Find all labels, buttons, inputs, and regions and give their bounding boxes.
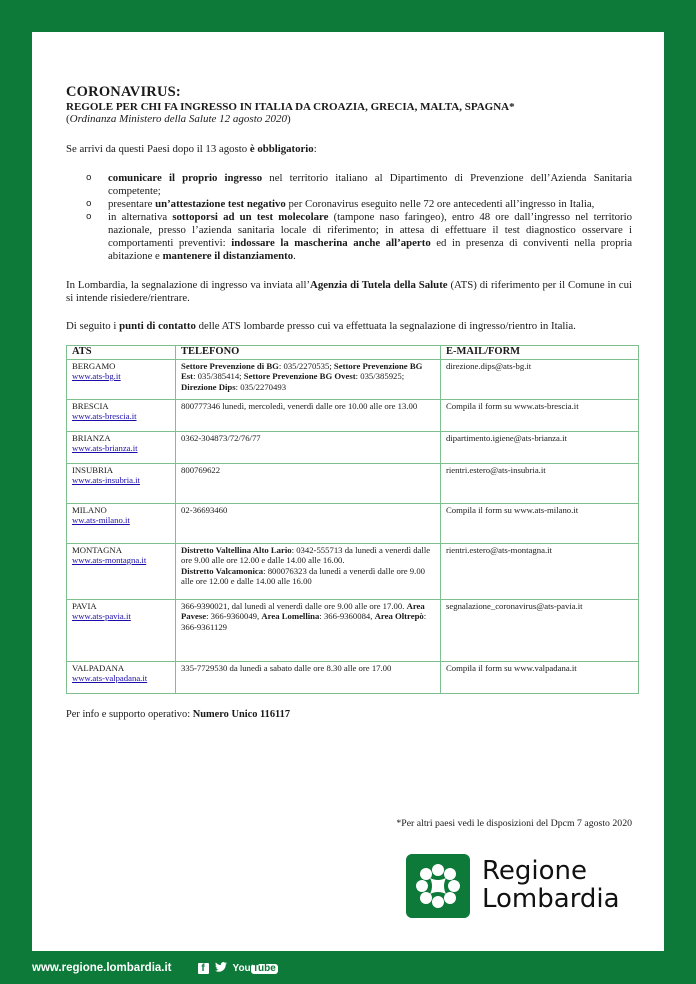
intro-end: : [313, 143, 317, 155]
email-cell[interactable]: Compila il form su www.ats-brescia.it [441, 399, 639, 431]
rule-text: presentare [108, 198, 156, 210]
table-row [67, 431, 639, 463]
youtube-icon[interactable] [233, 963, 278, 974]
telefono-text: : 366-9361129 [181, 611, 427, 632]
youtube-tube: Tube [252, 962, 276, 974]
youtube-you: You [232, 962, 251, 974]
ats-cell [67, 543, 176, 599]
email-cell[interactable]: rientri.estero@ats-insubria.it [441, 463, 639, 503]
telefono-cell [176, 463, 441, 503]
rule-bold: sottoporsi ad un test molecolare [172, 211, 329, 223]
table-row [67, 543, 639, 599]
rule-bold: indossare la mascherina anche all’aperto [231, 237, 431, 249]
rule-text: in alternativa [108, 211, 173, 223]
info-line [66, 708, 632, 721]
telefono-text: : 0342-555713 da lunedì a venerdì dalle ore 9.00 alle ore 12.00 e dalle 14.00 alle 16.00. [181, 544, 431, 565]
rule-item [66, 211, 632, 263]
contacts-table [66, 345, 639, 694]
document-page [32, 32, 664, 951]
rule-text: . [293, 250, 296, 262]
para-bold: Agenzia di Tutela della Salute [310, 279, 448, 291]
telefono-label: Settore Prevenzione BG Est [181, 360, 423, 381]
footer-bar [32, 960, 278, 976]
column-header-ats: ATS [67, 346, 176, 360]
document-title: CORONAVIRUS: [66, 84, 181, 100]
footer-url[interactable]: www.regione.lombardia.it [32, 962, 172, 974]
rule-text: nel territorio italiano al Dipartimento di Prevenzione dell’Azienda Sanitaria competente; [108, 172, 632, 197]
email-cell[interactable]: segnalazione_coronavirus@ats-pavia.it [441, 599, 639, 661]
telefono-text: 02-36693460 [181, 504, 228, 515]
telefono-cell [176, 359, 441, 399]
para-text: delle ATS lombarde presso cui va effettuata la segnalazione di ingresso/rientro in Italia. [195, 320, 576, 332]
table-header-row [67, 346, 639, 360]
email-cell[interactable]: dipartimento.igiene@ats-brianza.it [441, 431, 639, 463]
ats-cell [67, 431, 176, 463]
ats-cell [67, 503, 176, 543]
table-row [67, 661, 639, 693]
intro-text: Se arrivi da questi Paesi dopo il 13 agosto [66, 143, 250, 155]
telefono-label: Area Lomellina [261, 611, 320, 621]
ats-website-link[interactable]: www.ats-brescia.it [72, 411, 137, 421]
ats-name: INSUBRIA [72, 464, 114, 475]
bullet-icon: o [86, 173, 92, 183]
ordinance-paren-close: ) [287, 113, 291, 125]
contacts-paragraph [66, 320, 632, 333]
table-body [67, 359, 639, 693]
telefono-label: Area Pavese [181, 600, 425, 621]
telefono-label: Settore Prevenzione BG Ovest [243, 371, 356, 381]
ats-name: BRESCIA [72, 400, 109, 411]
telefono-text: 800777346 lunedì, mercoledì, venerdì dalle ore 10.00 alle ore 13.00 [181, 400, 418, 411]
logo-line-1: Regione [482, 856, 588, 886]
logo-wordmark [482, 857, 620, 913]
ats-name: BERGAMO [72, 360, 116, 371]
rule-bold: comunicare il proprio ingresso [108, 172, 263, 184]
ats-name: PAVIA [72, 600, 97, 611]
ats-website-link[interactable]: www.ats-brianza.it [72, 443, 138, 453]
telefono-text: : 366-9360049, [206, 611, 262, 621]
telefono-text: 366-9390021, dal lunedì al venerdì dalle ore 9.00 alle ore 17.00. [181, 600, 407, 611]
rule-bold: un’attestazione test negativo [155, 198, 286, 210]
telefono-cell [176, 599, 441, 661]
ats-website-link[interactable]: www.ats-montagna.it [72, 555, 147, 565]
telefono-text: : 035/385925; [355, 371, 405, 381]
telefono-text: : 366-9360084, [319, 611, 375, 621]
table-row [67, 463, 639, 503]
para-bold: punti di contatto [119, 320, 196, 332]
ats-name: MONTAGNA [72, 544, 122, 555]
twitter-icon[interactable] [215, 962, 227, 975]
ordinance-reference [66, 113, 632, 125]
bullet-icon: o [86, 212, 92, 222]
email-cell[interactable]: Compila il form su www.valpadana.it [441, 661, 639, 693]
logo-line-2: Lombardia [482, 884, 620, 914]
column-header-email: E-MAIL/FORM [441, 346, 639, 360]
telefono-label: Direzione Dips [181, 381, 236, 392]
ats-website-link[interactable]: www.ats-pavia.it [72, 611, 131, 621]
rule-bold: mantenere il distanziamento [162, 250, 294, 262]
ats-cell [67, 463, 176, 503]
info-text: Per info e supporto operativo: [66, 708, 193, 720]
document-subtitle: REGOLE PER CHI FA INGRESSO IN ITALIA DA CROAZIA, GRECIA, MALTA, SPAGNA* [66, 101, 515, 113]
rule-item [66, 172, 632, 198]
rules-list [66, 172, 632, 263]
info-number: Numero Unico 116117 [192, 708, 291, 720]
regione-lombardia-logo [406, 852, 632, 920]
email-cell[interactable]: Compila il form su www.ats-milano.it [441, 503, 639, 543]
ats-website-link[interactable]: www.ats-bg.it [72, 371, 121, 381]
telefono-text: : 035/2270493 [235, 381, 287, 392]
ats-cell [67, 399, 176, 431]
ats-website-link[interactable]: www.ats-insubria.it [72, 475, 140, 485]
footnote: *Per altri paesi vedi le disposizioni del Dpcm 7 agosto 2020 [396, 818, 632, 829]
telefono-text: : 035/2270535; [278, 360, 334, 371]
rosa-camuna-icon [406, 854, 470, 918]
telefono-label: Area Oltrepò [374, 611, 424, 621]
ordinance-paren-open: ( [66, 113, 70, 125]
email-cell[interactable]: rientri.estero@ats-montagna.it [441, 543, 639, 599]
ats-website-link[interactable]: ww.ats-milano.it [72, 515, 130, 525]
table-row [67, 599, 639, 661]
ats-name: MILANO [72, 504, 107, 515]
para-text: (ATS) di riferimento per il Comune in cui si intende risiedere/rientrare. [66, 279, 632, 304]
lombardia-paragraph [66, 279, 632, 305]
ats-cell [67, 359, 176, 399]
telefono-label: Distretto Valcamonica [181, 565, 264, 576]
email-cell[interactable]: direzione.dips@ats-bg.it [441, 359, 639, 399]
telefono-text: : 800076323 da lunedì a venerdì dalle ore 9.00 alle ore 12.00 e dalle 14.00 alle 16.00 [181, 565, 426, 586]
telefono-cell [176, 503, 441, 543]
ats-cell [67, 599, 176, 661]
telefono-label: Settore Prevenzione di BG [181, 360, 279, 371]
rule-text: per Coronavirus eseguito nelle 72 ore antecedenti all’ingresso in Italia, [285, 198, 595, 210]
rule-item [66, 198, 632, 211]
facebook-icon[interactable]: f [198, 963, 209, 974]
rule-text: ed in presenza di conviventi nella propria abitazione e [108, 237, 632, 262]
ats-cell [67, 661, 176, 693]
table-row [67, 503, 639, 543]
table-row [67, 359, 639, 399]
para-text: In Lombardia, la segnalazione di ingresso va inviata all’ [66, 279, 311, 291]
ats-name: BRIANZA [72, 432, 111, 443]
social-icons [198, 962, 278, 975]
ordinance-text: Ordinanza Ministero della Salute 12 agosto 2020 [69, 113, 288, 125]
ats-website-link[interactable]: www.ats-valpadana.it [72, 673, 148, 683]
intro-paragraph [66, 143, 632, 156]
para-text: Di seguito i [66, 320, 120, 332]
telefono-cell [176, 661, 441, 693]
rule-text: (tampone naso faringeo), entro 48 ore dall’ingresso nel territorio nazionale, presso l’azienda sanitaria locale di riferimento; in attesa di effettuare il test diagnostico osservare i comportamenti preventivi: [108, 211, 632, 249]
telefono-label: Distretto Valtellina Alto Lario [181, 544, 292, 555]
telefono-cell [176, 399, 441, 431]
intro-bold: è obbligatorio [249, 143, 314, 155]
telefono-text: : 035/385414; [193, 371, 244, 381]
telefono-cell [176, 431, 441, 463]
telefono-text: 800769622 [181, 464, 221, 475]
telefono-text: 335-7729530 da lunedì a sabato dalle ore 8.30 alle ore 17.00 [181, 662, 392, 673]
ats-name: VALPADANA [72, 662, 125, 673]
column-header-telefono: TELEFONO [176, 346, 441, 360]
telefono-cell [176, 543, 441, 599]
table-row [67, 399, 639, 431]
bullet-icon: o [86, 199, 92, 209]
telefono-text: 0362-304873/72/76/77 [181, 432, 261, 443]
